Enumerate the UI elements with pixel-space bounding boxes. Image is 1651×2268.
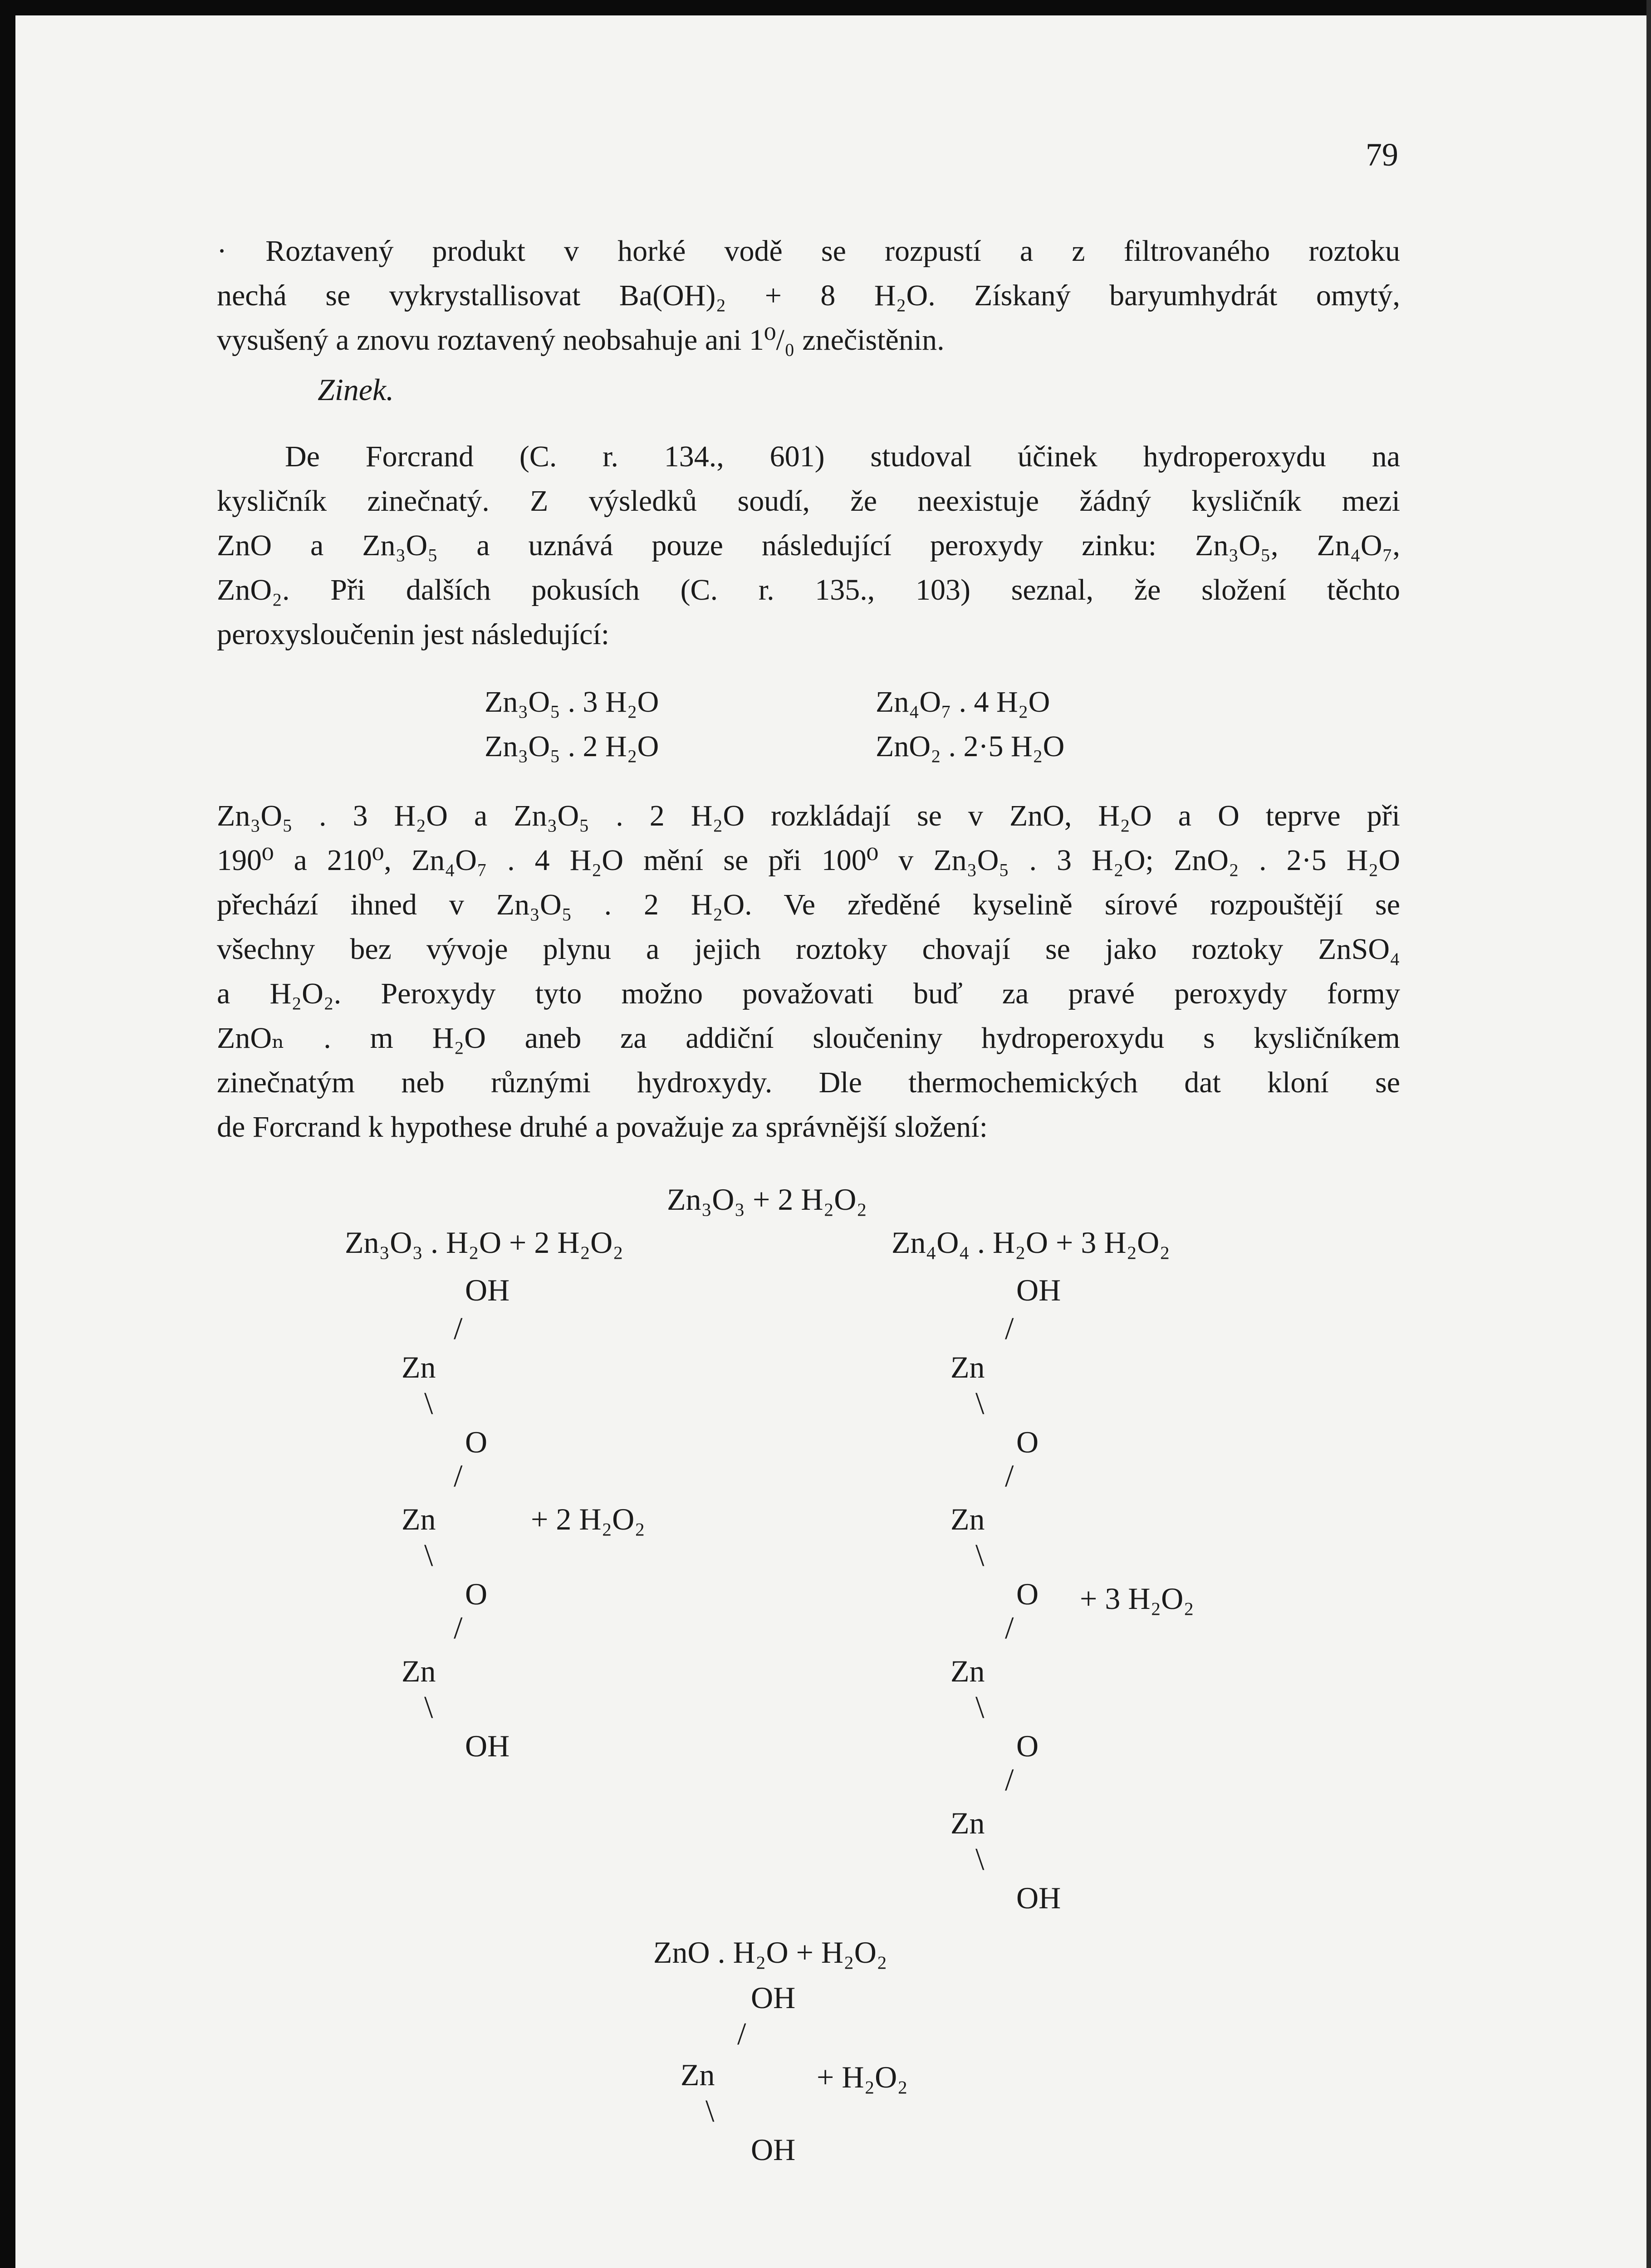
- formula-zn3o5-2h2o: Zn₃O₅ . 2 H₂O: [485, 730, 659, 763]
- bond-line: /: [454, 1611, 463, 1646]
- formula-zn3o5-3h2o: Zn₃O₅ . 3 H₂O: [485, 685, 659, 719]
- bond-line: \: [975, 1538, 985, 1573]
- bond-line: \: [424, 1538, 433, 1573]
- atom-zn: Zn: [950, 1806, 985, 1840]
- text-line: 190⁰ a 210⁰, Zn₄O₇ . 4 H₂O mění se při 100⁰ v Zn₃O₅ . 3 H₂O; ZnO₂ . 2·5 H₂O: [217, 844, 1400, 877]
- atom-zn: Zn: [402, 1502, 436, 1536]
- bond-line: \: [705, 2094, 715, 2129]
- formula-zno2-2-5h2o: ZnO₂ . 2·5 H₂O: [876, 730, 1065, 763]
- atom-zn: Zn: [950, 1350, 985, 1384]
- text-line: ZnO₂. Při dalších pokusích (C. r. 135., 103) seznal, že složení těchto: [217, 573, 1400, 606]
- formula-zn4o7-4h2o: Zn₄O₇ . 4 H₂O: [876, 685, 1050, 719]
- bottom-structure-title: ZnO . H₂O + H₂O₂: [653, 1935, 887, 1970]
- bond-line: /: [737, 2017, 746, 2052]
- atom-zn: Zn: [402, 1350, 436, 1384]
- text-line: kysličník zinečnatý. Z výsledků soudí, že neexistuje žádný kysličník mezi: [217, 484, 1400, 518]
- text-line: de Forcrand k hypothese druhé a považuje za správnější složení:: [217, 1110, 988, 1144]
- page-number: 79: [1366, 137, 1398, 173]
- section-heading: Zinek.: [318, 372, 394, 407]
- bond-line: \: [975, 1842, 985, 1877]
- text-line: ZnO a Zn₃O₅ a uznává pouze následující peroxydy zinku: Zn₃O₅, Zn₄O₇,: [217, 529, 1400, 562]
- text-line: přechází ihned v Zn₃O₅ . 2 H₂O. Ve zředěné kyselině sírové rozpouštějí se: [217, 888, 1400, 921]
- atom-oh: OH: [465, 1273, 510, 1307]
- bond-line: /: [1005, 1611, 1014, 1646]
- text-line: De Forcrand (C. r. 134., 601) studoval účinek hydroperoxydu na: [285, 440, 1400, 473]
- bond-line: /: [1005, 1459, 1014, 1494]
- text-line: peroxysloučenin jest následující:: [217, 618, 610, 651]
- left-structure-addend: + 2 H₂O₂: [531, 1502, 645, 1536]
- text-line: a H₂O₂. Peroxydy tyto možno považovati buď za pravé peroxydy formy: [217, 977, 1400, 1010]
- right-structure-title: Zn₄O₄ . H₂O + 3 H₂O₂: [892, 1225, 1170, 1260]
- bond-line: \: [975, 1386, 985, 1421]
- atom-oh: OH: [465, 1729, 510, 1763]
- atom-oh: OH: [1016, 1881, 1061, 1915]
- atom-oh: OH: [1016, 1273, 1061, 1307]
- paragraph-decomposition: [217, 794, 1400, 1149]
- right-structure-addend: + 3 H₂O₂: [1080, 1581, 1194, 1616]
- bond-line: /: [454, 1459, 463, 1494]
- atom-o: O: [1016, 1425, 1039, 1459]
- text-line: všechny bez vývoje plynu a jejich roztoky chovají se jako roztoky ZnSO₄: [217, 933, 1400, 966]
- atom-o: O: [465, 1425, 488, 1459]
- text-line: zinečnatým neb různými hydroxydy. Dle thermochemických dat kloní se: [217, 1066, 1400, 1099]
- bond-line: /: [454, 1311, 463, 1346]
- scan-edge-top: [0, 0, 1651, 15]
- bond-line: \: [424, 1386, 433, 1421]
- atom-o: O: [1016, 1729, 1039, 1763]
- bond-line: /: [1005, 1763, 1014, 1798]
- scan-edge-left: [0, 0, 15, 2268]
- left-structure-title: Zn₃O₃ . H₂O + 2 H₂O₂: [345, 1225, 623, 1260]
- text-line: vysušený a znovu roztavený neobsahuje ani 1⁰/₀ znečistěnin.: [217, 323, 945, 357]
- atom-zn: Zn: [681, 2058, 715, 2092]
- atom-o: O: [465, 1577, 488, 1611]
- scan-edge-right: [1646, 0, 1651, 2268]
- atom-zn: Zn: [402, 1654, 436, 1688]
- atom-zn: Zn: [950, 1654, 985, 1688]
- atom-o: O: [1016, 1577, 1039, 1611]
- atom-oh: OH: [751, 1980, 796, 2015]
- paragraph-barium: [217, 229, 1400, 362]
- diagram-top-formula: Zn₃O₃ + 2 H₂O₂: [667, 1182, 867, 1217]
- bond-line: \: [975, 1690, 985, 1725]
- bottom-structure-addend: + H₂O₂: [817, 2060, 908, 2094]
- text-line: · Roztavený produkt v horké vodě se rozpustí a z filtrovaného roztoku: [217, 235, 1400, 268]
- text-line: ZnOₙ . m H₂O aneb za addiční sloučeniny hydroperoxydu s kysličníkem: [217, 1022, 1400, 1055]
- bond-line: /: [1005, 1311, 1014, 1346]
- paragraph-forcrand: [217, 435, 1400, 657]
- text-line: Zn₃O₅ . 3 H₂O a Zn₃O₅ . 2 H₂O rozkládají se v ZnO, H₂O a O teprve při: [217, 799, 1400, 832]
- bond-line: \: [424, 1690, 433, 1725]
- atom-oh: OH: [751, 2132, 796, 2167]
- atom-zn: Zn: [950, 1502, 985, 1536]
- text-line: nechá se vykrystallisovat Ba(OH)₂ + 8 H₂O. Získaný baryumhydrát omytý,: [217, 279, 1400, 312]
